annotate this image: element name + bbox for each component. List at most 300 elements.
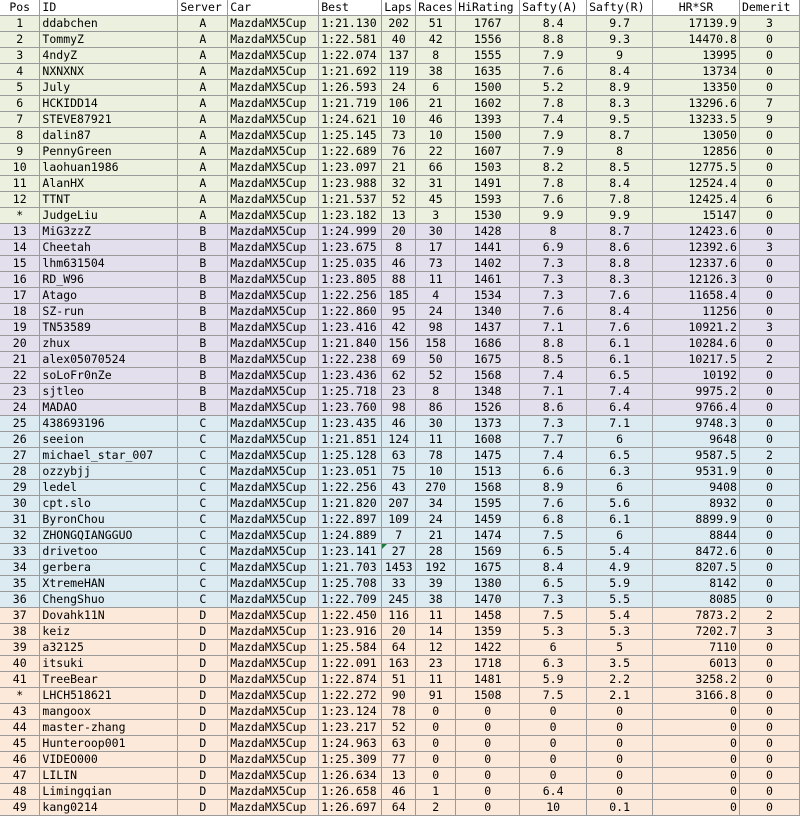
- cell-server[interactable]: D: [178, 768, 228, 784]
- cell-laps[interactable]: 20: [382, 624, 416, 640]
- table-row[interactable]: [0, 640, 800, 656]
- table-row[interactable]: [0, 416, 800, 432]
- cell-safty-a[interactable]: 10: [520, 800, 587, 816]
- cell-hr-sr[interactable]: 12423.6: [653, 224, 740, 240]
- cell-hr-sr[interactable]: 12337.6: [653, 256, 740, 272]
- cell-car[interactable]: MazdaMX5Cup: [228, 32, 319, 48]
- cell-laps[interactable]: 69: [382, 352, 416, 368]
- cell-safty-a[interactable]: 6: [520, 640, 587, 656]
- cell-id[interactable]: 4ndyZ: [40, 48, 178, 64]
- cell-pos[interactable]: 29: [0, 480, 40, 496]
- table-row[interactable]: [0, 544, 800, 560]
- cell-best[interactable]: 1:21.692: [319, 64, 382, 80]
- cell-demerit[interactable]: 0: [739, 560, 799, 576]
- cell-id[interactable]: SZ-run: [40, 304, 178, 320]
- cell-pos[interactable]: 3: [0, 48, 40, 64]
- cell-hr-sr[interactable]: 12126.3: [653, 272, 740, 288]
- cell-server[interactable]: B: [178, 288, 228, 304]
- table-row[interactable]: [0, 64, 800, 80]
- cell-server[interactable]: A: [178, 176, 228, 192]
- cell-safty-r[interactable]: 8.6: [587, 240, 653, 256]
- cell-car[interactable]: MazdaMX5Cup: [228, 128, 319, 144]
- cell-server[interactable]: B: [178, 320, 228, 336]
- cell-id[interactable]: 438693196: [40, 416, 178, 432]
- cell-demerit[interactable]: 0: [739, 544, 799, 560]
- cell-safty-a[interactable]: 7.3: [520, 256, 587, 272]
- cell-server[interactable]: B: [178, 240, 228, 256]
- cell-races[interactable]: 8: [416, 48, 456, 64]
- cell-pos[interactable]: 25: [0, 416, 40, 432]
- cell-hirating[interactable]: 1530: [456, 208, 520, 224]
- cell-safty-r[interactable]: 8.9: [587, 80, 653, 96]
- cell-pos[interactable]: 39: [0, 640, 40, 656]
- cell-safty-r[interactable]: 8: [587, 144, 653, 160]
- cell-pos[interactable]: 14: [0, 240, 40, 256]
- cell-safty-r[interactable]: 9.3: [587, 32, 653, 48]
- cell-safty-r[interactable]: 6.1: [587, 352, 653, 368]
- cell-races[interactable]: 51: [416, 16, 456, 32]
- cell-safty-a[interactable]: 8.8: [520, 336, 587, 352]
- cell-id[interactable]: MiG3zzZ: [40, 224, 178, 240]
- cell-demerit[interactable]: 0: [739, 496, 799, 512]
- table-row[interactable]: [0, 576, 800, 592]
- cell-pos[interactable]: 16: [0, 272, 40, 288]
- cell-car[interactable]: MazdaMX5Cup: [228, 464, 319, 480]
- cell-best[interactable]: 1:22.874: [319, 672, 382, 688]
- cell-demerit[interactable]: 0: [739, 752, 799, 768]
- cell-car[interactable]: MazdaMX5Cup: [228, 240, 319, 256]
- cell-hirating[interactable]: 1348: [456, 384, 520, 400]
- cell-demerit[interactable]: 0: [739, 304, 799, 320]
- cell-pos[interactable]: 22: [0, 368, 40, 384]
- table-row[interactable]: [0, 32, 800, 48]
- cell-server[interactable]: D: [178, 672, 228, 688]
- cell-hr-sr[interactable]: 13050: [653, 128, 740, 144]
- cell-safty-r[interactable]: 2.2: [587, 672, 653, 688]
- cell-server[interactable]: B: [178, 224, 228, 240]
- cell-hr-sr[interactable]: 13296.6: [653, 96, 740, 112]
- cell-hirating[interactable]: 1503: [456, 160, 520, 176]
- cell-id[interactable]: ledel: [40, 480, 178, 496]
- cell-safty-r[interactable]: 7.8: [587, 192, 653, 208]
- cell-server[interactable]: D: [178, 752, 228, 768]
- cell-laps[interactable]: 98: [382, 400, 416, 416]
- cell-hr-sr[interactable]: 12524.4: [653, 176, 740, 192]
- cell-laps[interactable]: 73: [382, 128, 416, 144]
- cell-safty-r[interactable]: 0: [587, 752, 653, 768]
- cell-pos[interactable]: 6: [0, 96, 40, 112]
- table-row[interactable]: [0, 176, 800, 192]
- cell-server[interactable]: D: [178, 704, 228, 720]
- table-row[interactable]: [0, 528, 800, 544]
- table-row[interactable]: [0, 352, 800, 368]
- cell-safty-a[interactable]: 0: [520, 768, 587, 784]
- table-row[interactable]: [0, 80, 800, 96]
- cell-server[interactable]: B: [178, 304, 228, 320]
- cell-races[interactable]: 98: [416, 320, 456, 336]
- cell-safty-r[interactable]: 9.9: [587, 208, 653, 224]
- table-row[interactable]: [0, 400, 800, 416]
- cell-hr-sr[interactable]: 10921.2: [653, 320, 740, 336]
- cell-id[interactable]: dalin87: [40, 128, 178, 144]
- cell-races[interactable]: 21: [416, 528, 456, 544]
- cell-hr-sr[interactable]: 11256: [653, 304, 740, 320]
- cell-hirating[interactable]: 0: [456, 736, 520, 752]
- cell-races[interactable]: 2: [416, 800, 456, 816]
- cell-demerit[interactable]: 0: [739, 208, 799, 224]
- cell-laps[interactable]: 46: [382, 256, 416, 272]
- cell-hr-sr[interactable]: 12425.4: [653, 192, 740, 208]
- table-row[interactable]: [0, 752, 800, 768]
- cell-hirating[interactable]: 1402: [456, 256, 520, 272]
- cell-best[interactable]: 1:24.889: [319, 528, 382, 544]
- cell-hirating[interactable]: 1475: [456, 448, 520, 464]
- cell-id[interactable]: ddabchen: [40, 16, 178, 32]
- cell-server[interactable]: B: [178, 384, 228, 400]
- cell-server[interactable]: B: [178, 336, 228, 352]
- cell-safty-a[interactable]: 7.1: [520, 384, 587, 400]
- cell-demerit[interactable]: 0: [739, 64, 799, 80]
- cell-id[interactable]: seeion: [40, 432, 178, 448]
- cell-races[interactable]: 0: [416, 704, 456, 720]
- cell-server[interactable]: D: [178, 640, 228, 656]
- cell-id[interactable]: alex05070524: [40, 352, 178, 368]
- cell-best[interactable]: 1:21.130: [319, 16, 382, 32]
- cell-laps[interactable]: 109: [382, 512, 416, 528]
- cell-safty-r[interactable]: 6.1: [587, 336, 653, 352]
- cell-demerit[interactable]: 7: [739, 96, 799, 112]
- cell-hr-sr[interactable]: 8844: [653, 528, 740, 544]
- cell-laps[interactable]: 64: [382, 800, 416, 816]
- cell-hr-sr[interactable]: 0: [653, 736, 740, 752]
- cell-server[interactable]: C: [178, 432, 228, 448]
- cell-safty-a[interactable]: 6.8: [520, 512, 587, 528]
- cell-best[interactable]: 1:23.760: [319, 400, 382, 416]
- cell-races[interactable]: 45: [416, 192, 456, 208]
- cell-demerit[interactable]: 3: [739, 320, 799, 336]
- cell-hirating[interactable]: 1635: [456, 64, 520, 80]
- cell-hr-sr[interactable]: 9531.9: [653, 464, 740, 480]
- cell-server[interactable]: A: [178, 64, 228, 80]
- cell-safty-r[interactable]: 8.8: [587, 256, 653, 272]
- cell-races[interactable]: 78: [416, 448, 456, 464]
- cell-demerit[interactable]: 0: [739, 720, 799, 736]
- cell-pos[interactable]: 49: [0, 800, 40, 816]
- cell-safty-r[interactable]: 6.1: [587, 512, 653, 528]
- cell-hr-sr[interactable]: 8932: [653, 496, 740, 512]
- cell-pos[interactable]: 17: [0, 288, 40, 304]
- cell-pos[interactable]: 11: [0, 176, 40, 192]
- cell-best[interactable]: 1:25.035: [319, 256, 382, 272]
- cell-hirating[interactable]: 1481: [456, 672, 520, 688]
- cell-server[interactable]: C: [178, 496, 228, 512]
- cell-demerit[interactable]: 0: [739, 592, 799, 608]
- cell-best[interactable]: 1:24.621: [319, 112, 382, 128]
- cell-hr-sr[interactable]: 8142: [653, 576, 740, 592]
- table-row[interactable]: [0, 592, 800, 608]
- table-row[interactable]: [0, 288, 800, 304]
- cell-safty-a[interactable]: 7.7: [520, 432, 587, 448]
- cell-hirating[interactable]: 1422: [456, 640, 520, 656]
- cell-pos[interactable]: 19: [0, 320, 40, 336]
- cell-best[interactable]: 1:21.537: [319, 192, 382, 208]
- cell-id[interactable]: XtremeHAN: [40, 576, 178, 592]
- cell-races[interactable]: 28: [416, 544, 456, 560]
- cell-id[interactable]: VIDEO000: [40, 752, 178, 768]
- cell-safty-a[interactable]: 0: [520, 704, 587, 720]
- cell-safty-r[interactable]: 6.4: [587, 400, 653, 416]
- cell-safty-a[interactable]: 7.1: [520, 320, 587, 336]
- cell-server[interactable]: C: [178, 512, 228, 528]
- cell-car[interactable]: MazdaMX5Cup: [228, 528, 319, 544]
- cell-id[interactable]: keiz: [40, 624, 178, 640]
- table-row[interactable]: [0, 672, 800, 688]
- cell-server[interactable]: A: [178, 192, 228, 208]
- cell-hirating[interactable]: 1602: [456, 96, 520, 112]
- cell-safty-r[interactable]: 5.4: [587, 608, 653, 624]
- cell-races[interactable]: 46: [416, 112, 456, 128]
- cell-pos[interactable]: 15: [0, 256, 40, 272]
- cell-car[interactable]: MazdaMX5Cup: [228, 112, 319, 128]
- cell-safty-a[interactable]: 7.6: [520, 496, 587, 512]
- cell-safty-r[interactable]: 8.5: [587, 160, 653, 176]
- cell-pos[interactable]: 36: [0, 592, 40, 608]
- cell-best[interactable]: 1:21.840: [319, 336, 382, 352]
- cell-demerit[interactable]: 0: [739, 640, 799, 656]
- cell-safty-r[interactable]: 5.3: [587, 624, 653, 640]
- cell-safty-r[interactable]: 2.1: [587, 688, 653, 704]
- cell-pos[interactable]: 21: [0, 352, 40, 368]
- table-row[interactable]: [0, 784, 800, 800]
- cell-car[interactable]: MazdaMX5Cup: [228, 400, 319, 416]
- cell-demerit[interactable]: 0: [739, 464, 799, 480]
- cell-id[interactable]: Dovahk11N: [40, 608, 178, 624]
- cell-safty-a[interactable]: 7.9: [520, 48, 587, 64]
- cell-car[interactable]: MazdaMX5Cup: [228, 768, 319, 784]
- cell-hr-sr[interactable]: 8899.9: [653, 512, 740, 528]
- cell-hirating[interactable]: 1556: [456, 32, 520, 48]
- cell-id[interactable]: itsuki: [40, 656, 178, 672]
- cell-server[interactable]: C: [178, 480, 228, 496]
- cell-pos[interactable]: 40: [0, 656, 40, 672]
- cell-safty-r[interactable]: 8.4: [587, 304, 653, 320]
- cell-demerit[interactable]: 3: [739, 16, 799, 32]
- cell-pos[interactable]: 34: [0, 560, 40, 576]
- cell-races[interactable]: 0: [416, 752, 456, 768]
- cell-server[interactable]: C: [178, 592, 228, 608]
- cell-safty-r[interactable]: 3.5: [587, 656, 653, 672]
- cell-safty-a[interactable]: 8.8: [520, 32, 587, 48]
- cell-races[interactable]: 21: [416, 96, 456, 112]
- cell-laps[interactable]: 124: [382, 432, 416, 448]
- cell-races[interactable]: 0: [416, 768, 456, 784]
- cell-safty-r[interactable]: 0: [587, 736, 653, 752]
- cell-car[interactable]: MazdaMX5Cup: [228, 320, 319, 336]
- cell-id[interactable]: MADAO: [40, 400, 178, 416]
- cell-safty-r[interactable]: 7.1: [587, 416, 653, 432]
- cell-car[interactable]: MazdaMX5Cup: [228, 448, 319, 464]
- cell-laps[interactable]: 10: [382, 112, 416, 128]
- cell-pos[interactable]: 32: [0, 528, 40, 544]
- cell-races[interactable]: 14: [416, 624, 456, 640]
- cell-races[interactable]: 30: [416, 416, 456, 432]
- cell-pos[interactable]: 41: [0, 672, 40, 688]
- cell-safty-r[interactable]: 6: [587, 432, 653, 448]
- cell-demerit[interactable]: 0: [739, 656, 799, 672]
- table-row[interactable]: [0, 144, 800, 160]
- cell-hirating[interactable]: 1470: [456, 592, 520, 608]
- cell-demerit[interactable]: 0: [739, 80, 799, 96]
- cell-laps[interactable]: 77: [382, 752, 416, 768]
- cell-hr-sr[interactable]: 13734: [653, 64, 740, 80]
- cell-demerit[interactable]: 0: [739, 704, 799, 720]
- cell-races[interactable]: 12: [416, 640, 456, 656]
- cell-laps[interactable]: 52: [382, 192, 416, 208]
- cell-server[interactable]: D: [178, 784, 228, 800]
- cell-demerit[interactable]: 0: [739, 224, 799, 240]
- cell-safty-a[interactable]: 8.4: [520, 560, 587, 576]
- cell-car[interactable]: MazdaMX5Cup: [228, 640, 319, 656]
- cell-safty-r[interactable]: 0: [587, 704, 653, 720]
- cell-server[interactable]: D: [178, 736, 228, 752]
- cell-races[interactable]: 38: [416, 592, 456, 608]
- cell-safty-a[interactable]: 6.6: [520, 464, 587, 480]
- cell-laps[interactable]: 62: [382, 368, 416, 384]
- cell-races[interactable]: 91: [416, 688, 456, 704]
- cell-server[interactable]: A: [178, 128, 228, 144]
- cell-races[interactable]: 23: [416, 656, 456, 672]
- cell-demerit[interactable]: 0: [739, 432, 799, 448]
- cell-best[interactable]: 1:25.708: [319, 576, 382, 592]
- cell-car[interactable]: MazdaMX5Cup: [228, 544, 319, 560]
- cell-id[interactable]: TN53589: [40, 320, 178, 336]
- cell-hirating[interactable]: 1569: [456, 544, 520, 560]
- cell-laps[interactable]: 52: [382, 720, 416, 736]
- cell-hirating[interactable]: 1437: [456, 320, 520, 336]
- cell-hr-sr[interactable]: 12392.6: [653, 240, 740, 256]
- table-row[interactable]: [0, 768, 800, 784]
- cell-best[interactable]: 1:22.860: [319, 304, 382, 320]
- cell-demerit[interactable]: 6: [739, 192, 799, 208]
- cell-races[interactable]: 86: [416, 400, 456, 416]
- cell-id[interactable]: a32125: [40, 640, 178, 656]
- cell-laps[interactable]: 245: [382, 592, 416, 608]
- cell-races[interactable]: 10: [416, 128, 456, 144]
- cell-hirating[interactable]: 1491: [456, 176, 520, 192]
- table-row[interactable]: [0, 320, 800, 336]
- cell-hr-sr[interactable]: 0: [653, 752, 740, 768]
- cell-id[interactable]: PennyGreen: [40, 144, 178, 160]
- table-row[interactable]: [0, 480, 800, 496]
- cell-best[interactable]: 1:23.051: [319, 464, 382, 480]
- cell-best[interactable]: 1:22.450: [319, 608, 382, 624]
- cell-safty-a[interactable]: 7.5: [520, 528, 587, 544]
- cell-laps[interactable]: 116: [382, 608, 416, 624]
- cell-car[interactable]: MazdaMX5Cup: [228, 192, 319, 208]
- cell-safty-r[interactable]: 5: [587, 640, 653, 656]
- cell-laps[interactable]: 95: [382, 304, 416, 320]
- cell-safty-r[interactable]: 0: [587, 784, 653, 800]
- cell-hirating[interactable]: 0: [456, 720, 520, 736]
- cell-id[interactable]: JudgeLiu: [40, 208, 178, 224]
- cell-car[interactable]: MazdaMX5Cup: [228, 672, 319, 688]
- cell-car[interactable]: MazdaMX5Cup: [228, 336, 319, 352]
- cell-best[interactable]: 1:25.145: [319, 128, 382, 144]
- cell-car[interactable]: MazdaMX5Cup: [228, 752, 319, 768]
- cell-demerit[interactable]: 0: [739, 736, 799, 752]
- cell-safty-r[interactable]: 8.7: [587, 224, 653, 240]
- cell-id[interactable]: ozzybjj: [40, 464, 178, 480]
- cell-safty-a[interactable]: 5.3: [520, 624, 587, 640]
- cell-pos[interactable]: 33: [0, 544, 40, 560]
- table-row[interactable]: [0, 192, 800, 208]
- cell-id[interactable]: AlanHX: [40, 176, 178, 192]
- cell-pos[interactable]: 23: [0, 384, 40, 400]
- cell-safty-r[interactable]: 7.6: [587, 288, 653, 304]
- cell-races[interactable]: 24: [416, 304, 456, 320]
- cell-id[interactable]: LILIN: [40, 768, 178, 784]
- cell-best[interactable]: 1:25.128: [319, 448, 382, 464]
- cell-hirating[interactable]: 1675: [456, 352, 520, 368]
- cell-best[interactable]: 1:23.675: [319, 240, 382, 256]
- cell-id[interactable]: Limingqian: [40, 784, 178, 800]
- cell-pos[interactable]: 2: [0, 32, 40, 48]
- cell-races[interactable]: 8: [416, 384, 456, 400]
- cell-demerit[interactable]: 0: [739, 128, 799, 144]
- cell-best[interactable]: 1:24.999: [319, 224, 382, 240]
- cell-safty-r[interactable]: 5.9: [587, 576, 653, 592]
- cell-safty-a[interactable]: 7.5: [520, 688, 587, 704]
- cell-hirating[interactable]: 1718: [456, 656, 520, 672]
- cell-car[interactable]: MazdaMX5Cup: [228, 304, 319, 320]
- cell-races[interactable]: 52: [416, 368, 456, 384]
- cell-car[interactable]: MazdaMX5Cup: [228, 288, 319, 304]
- cell-safty-r[interactable]: 8.3: [587, 272, 653, 288]
- cell-laps[interactable]: 119: [382, 64, 416, 80]
- cell-safty-a[interactable]: 8.4: [520, 16, 587, 32]
- cell-safty-r[interactable]: 5.4: [587, 544, 653, 560]
- cell-hr-sr[interactable]: 13233.5: [653, 112, 740, 128]
- cell-best[interactable]: 1:22.897: [319, 512, 382, 528]
- cell-best[interactable]: 1:22.709: [319, 592, 382, 608]
- cell-demerit[interactable]: 0: [739, 32, 799, 48]
- cell-hirating[interactable]: 1568: [456, 368, 520, 384]
- cell-car[interactable]: MazdaMX5Cup: [228, 96, 319, 112]
- cell-races[interactable]: 73: [416, 256, 456, 272]
- cell-pos[interactable]: 46: [0, 752, 40, 768]
- cell-hirating[interactable]: 1340: [456, 304, 520, 320]
- cell-car[interactable]: MazdaMX5Cup: [228, 416, 319, 432]
- cell-hirating[interactable]: 0: [456, 704, 520, 720]
- cell-id[interactable]: RD_W96: [40, 272, 178, 288]
- cell-car[interactable]: MazdaMX5Cup: [228, 368, 319, 384]
- cell-safty-a[interactable]: 0: [520, 752, 587, 768]
- cell-laps[interactable]: 32: [382, 176, 416, 192]
- cell-races[interactable]: 0: [416, 720, 456, 736]
- cell-hirating[interactable]: 1555: [456, 48, 520, 64]
- table-row[interactable]: [0, 512, 800, 528]
- table-row[interactable]: [0, 304, 800, 320]
- cell-safty-a[interactable]: 7.9: [520, 128, 587, 144]
- table-row[interactable]: [0, 224, 800, 240]
- table-row[interactable]: [0, 688, 800, 704]
- cell-id[interactable]: ByronChou: [40, 512, 178, 528]
- cell-id[interactable]: TreeBear: [40, 672, 178, 688]
- cell-hirating[interactable]: 1526: [456, 400, 520, 416]
- cell-safty-a[interactable]: 7.4: [520, 112, 587, 128]
- cell-demerit[interactable]: 0: [739, 144, 799, 160]
- cell-safty-a[interactable]: 8.9: [520, 480, 587, 496]
